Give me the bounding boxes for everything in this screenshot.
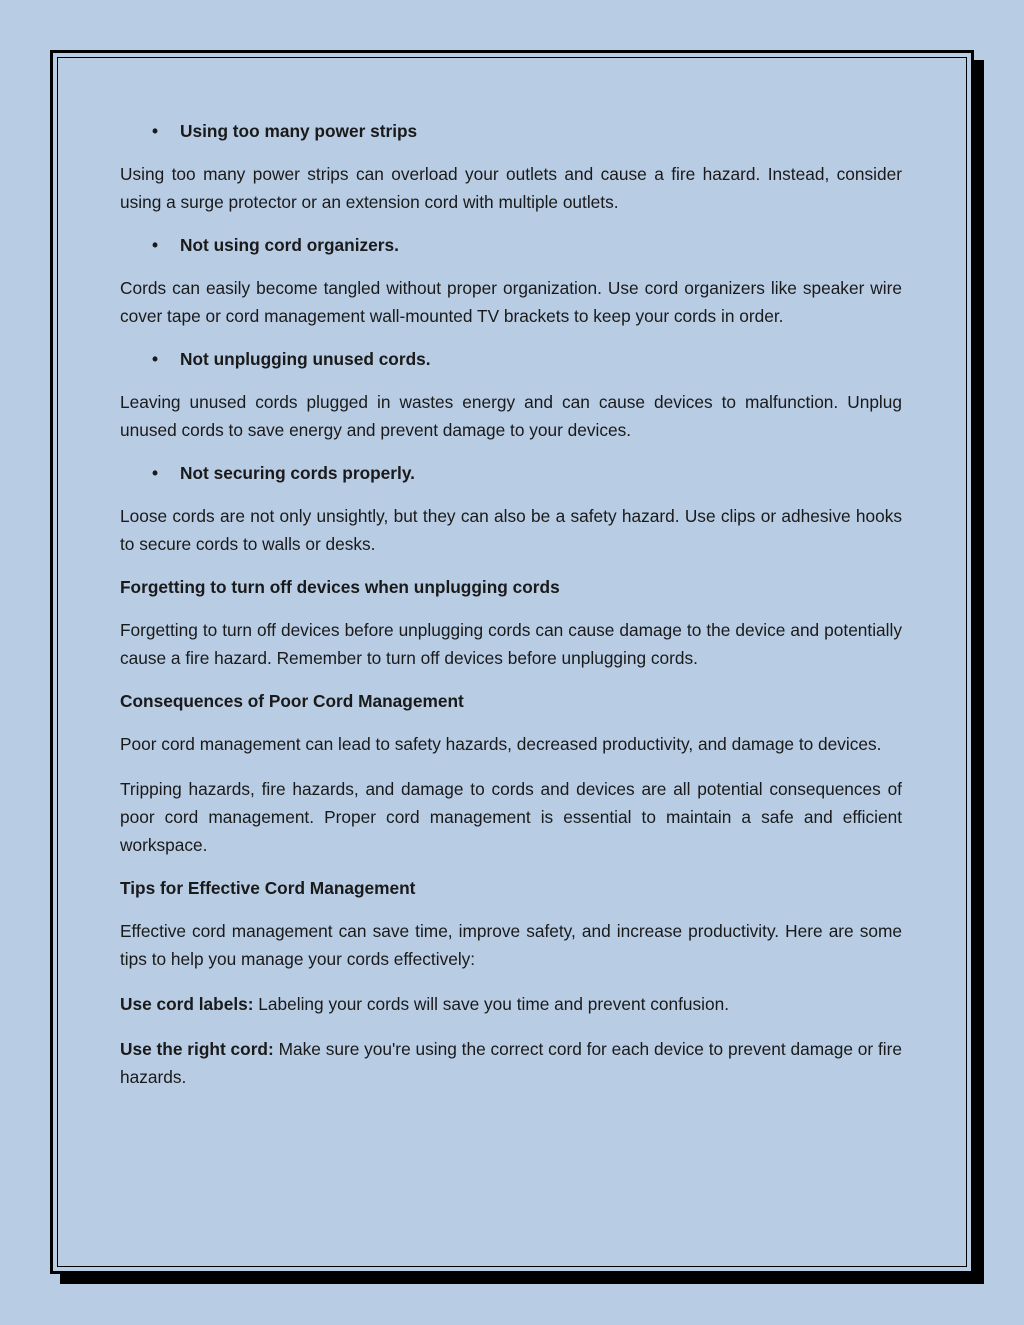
- bullet-text: Not securing cords properly.: [180, 463, 415, 483]
- section-heading: Forgetting to turn off devices when unplugging cords: [120, 577, 560, 597]
- tip-text: Labeling your cords will save you time and prevent confusion.: [253, 994, 729, 1014]
- bullet-text: Not using cord organizers.: [180, 235, 399, 255]
- document-body: [120, 119, 902, 1108]
- paragraph: Poor cord management can lead to safety hazards, decreased productivity, and damage to devices.: [120, 734, 882, 754]
- paragraph: Cords can easily become tangled without proper organization. Use cord organizers like speaker wire cover tape or cord management wall-mounted TV brackets to keep your cords in order.: [120, 278, 902, 326]
- bullet-item: [120, 347, 902, 371]
- bullet-icon: •: [152, 235, 159, 255]
- tip-lead: Use the right cord:: [120, 1039, 274, 1059]
- tip-paragraph: [120, 1035, 902, 1091]
- page-border: [50, 50, 974, 1274]
- paragraph: Using too many power strips can overload your outlets and cause a fire hazard. Instead, consider using a surge protector or an extension cord with multiple outlets.: [120, 164, 902, 212]
- bullet-item: [120, 119, 902, 143]
- bullet-text: Not unplugging unused cords.: [180, 349, 431, 369]
- paragraph: Loose cords are not only unsightly, but they can also be a safety hazard. Use clips or adhesive hooks to secure cords to walls or desks.: [120, 506, 902, 554]
- paragraph: Leaving unused cords plugged in wastes energy and can cause devices to malfunction. Unplug unused cords to save energy and prevent damage to your devices.: [120, 392, 902, 440]
- tip-lead: Use cord labels:: [120, 994, 254, 1014]
- bullet-text: Using too many power strips: [180, 121, 418, 141]
- bullet-icon: •: [152, 349, 159, 369]
- section-heading: Tips for Effective Cord Management: [120, 878, 416, 898]
- tip-text: Make sure you're using the correct cord for each device to prevent damage or fire hazards.: [120, 1039, 902, 1087]
- section-heading: Consequences of Poor Cord Management: [120, 691, 464, 711]
- bullet-item: [120, 461, 902, 485]
- bullet-icon: •: [152, 463, 159, 483]
- paragraph: Tripping hazards, fire hazards, and damage to cords and devices are all potential consequences of poor cord management. Proper cord management is essential to maintain a safe and efficient workspace.: [120, 779, 902, 855]
- bullet-icon: •: [152, 121, 159, 141]
- paragraph: Effective cord management can save time, improve safety, and increase productivity. Here are some tips to help you manage your cords effectively:: [120, 921, 902, 969]
- bullet-item: [120, 233, 902, 257]
- tip-paragraph: [120, 990, 902, 1018]
- paragraph: Forgetting to turn off devices before unplugging cords can cause damage to the device and potentially cause a fire hazard. Remember to turn off devices before unplugging cords.: [120, 620, 902, 668]
